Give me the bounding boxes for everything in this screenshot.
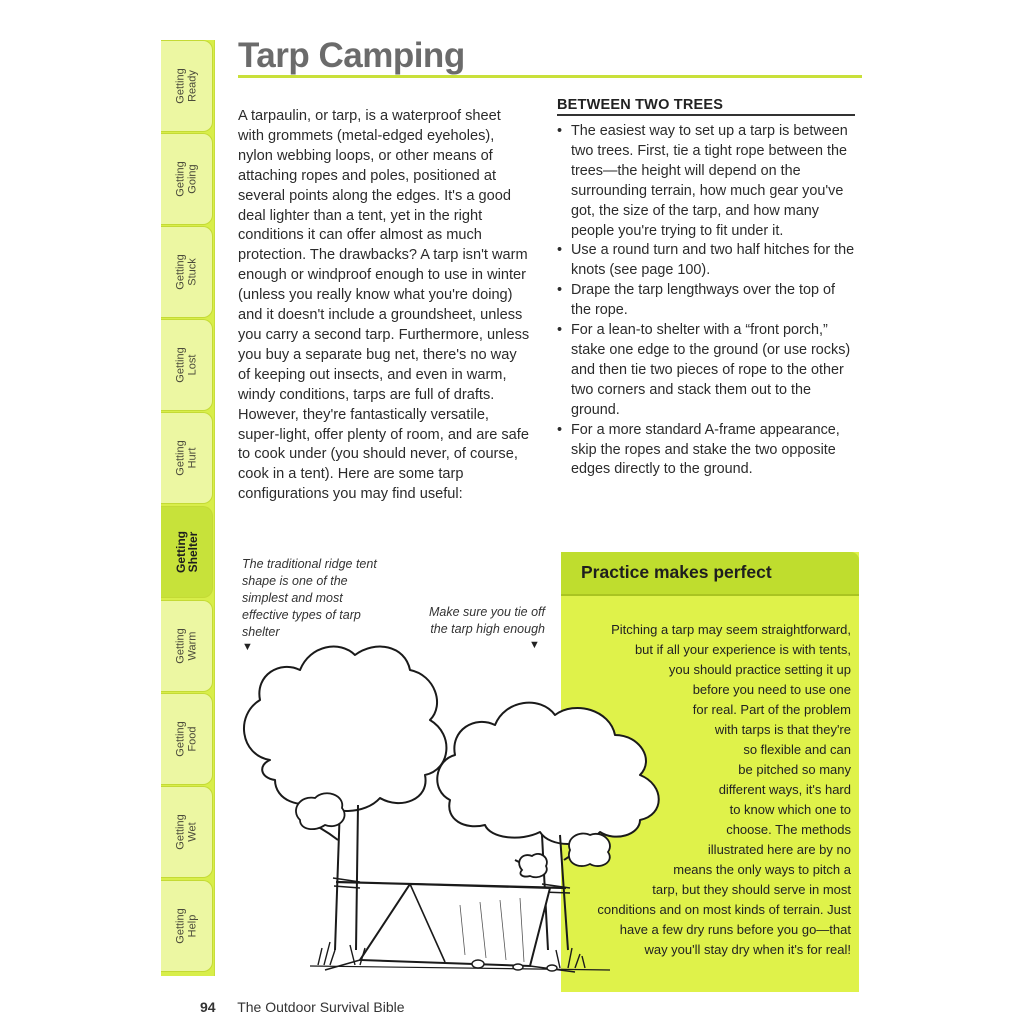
- tab-label-line1: Getting: [174, 908, 187, 944]
- tab-label-line1: Getting: [174, 440, 187, 476]
- tab-label-line1: Getting: [174, 814, 187, 850]
- tab-label-line2: Wet: [186, 822, 199, 842]
- rock: [513, 964, 523, 970]
- tip-line: choose. The methods: [726, 822, 851, 837]
- tip-line: means the only ways to pitch a: [673, 862, 851, 877]
- small-foliage-left: [296, 793, 345, 829]
- tab-label-line2: Food: [186, 726, 199, 752]
- tip-line: you should practice setting it up: [668, 662, 851, 677]
- tab-getting-hurt[interactable]: [161, 412, 213, 504]
- tip-line: have a few dry runs before you go—that: [619, 922, 851, 937]
- tip-line: tarp, but they should serve in most: [652, 882, 851, 897]
- tab-getting-shelter[interactable]: [161, 506, 213, 598]
- chapter-tabs: [161, 40, 215, 976]
- tab-getting-lost[interactable]: [161, 319, 213, 411]
- tip-line: for real. Part of the problem: [692, 702, 851, 717]
- grass-right: [556, 948, 585, 968]
- title-rule: [238, 75, 862, 78]
- tab-label-line1: Getting: [174, 347, 187, 383]
- bullet-item: • The easiest way to set up a tarp is between two trees. First, tie a tight rope between the trees—the height will depend on the surrounding terrain, how much gear you've got, the size of the tarp, and how many people you're trying to fit under it.: [557, 122, 857, 241]
- tab-label-line2: Going: [186, 164, 199, 194]
- caption-pointer-icon: ▼: [242, 641, 253, 653]
- tab-label-line2: Ready: [186, 70, 199, 102]
- caption-ridge-tent: The traditional ridge tent shape is one of the simplest and most effective types of tarp shelter: [242, 557, 377, 639]
- tab-label-line1: Getting: [174, 628, 187, 664]
- rock: [547, 965, 557, 971]
- tab-getting-help[interactable]: [161, 880, 213, 972]
- tip-line: before you need to use one: [692, 682, 851, 697]
- tip-line: illustrated here are by no: [707, 842, 851, 857]
- caption-tie-off: Make sure you tie off the tarp high enough: [428, 605, 545, 636]
- tip-line: conditions and on most kinds of terrain. Just: [597, 902, 851, 917]
- tip-line: way you'll stay dry when it's for real!: [644, 942, 851, 957]
- tip-line: with tarps is that they're: [714, 722, 851, 737]
- ground-line: [310, 966, 610, 970]
- tab-getting-wet[interactable]: [161, 786, 213, 878]
- tab-label-line2: Shelter: [185, 531, 200, 573]
- small-foliage-right: [569, 833, 610, 866]
- page-title: Tarp Camping: [238, 36, 465, 75]
- tab-label-line1: Getting: [174, 68, 187, 104]
- tab-getting-going[interactable]: [161, 133, 213, 225]
- tab-getting-stuck[interactable]: [161, 226, 213, 318]
- grass-left: [318, 942, 365, 965]
- bullet-item: • For a lean-to shelter with a “front porch,” stake one edge to the ground (or use rocks) and then tie two pieces of rope to the other two corners and stack them out to the ground.: [557, 321, 857, 421]
- bullet-item: • Use a round turn and two half hitches for the knots (see page 100).: [557, 241, 857, 281]
- book-title: The Outdoor Survival Bible: [237, 999, 405, 1015]
- tip-line: so flexible and can: [743, 742, 851, 757]
- tip-box-header: [561, 552, 859, 594]
- tip-box-rule: [561, 594, 859, 596]
- bullet-list: [557, 122, 857, 480]
- tab-label-line1: Getting: [174, 254, 187, 290]
- page-number: 94: [200, 999, 216, 1015]
- left-tree-trunk: [335, 805, 358, 950]
- tab-label-line2: Hurt: [186, 447, 199, 469]
- tab-label-line2: Stuck: [186, 258, 199, 286]
- page-footer: [200, 999, 405, 1015]
- left-tree-canopy: [244, 647, 446, 811]
- tip-line: Pitching a tarp may seem straightforward,: [611, 622, 851, 637]
- bullet-item: • For a more standard A-frame appearance, skip the ropes and stake the two opposite edges directly to the ground.: [557, 421, 857, 481]
- small-foliage-right-low: [519, 854, 547, 877]
- tip-line: to know which one to: [729, 802, 851, 817]
- tab-label-line1: Getting: [174, 161, 187, 197]
- section-heading: BETWEEN TWO TREES: [557, 97, 855, 116]
- caption-pointer-icon: ▼: [529, 639, 540, 651]
- tab-getting-warm[interactable]: [161, 600, 213, 692]
- tip-box-title: Practice makes perfect: [581, 562, 772, 582]
- tab-label-line2: Help: [186, 914, 199, 938]
- bullet-item: • Drape the tarp lengthways over the top of the rope.: [557, 281, 857, 321]
- tab-label-line1: Getting: [174, 721, 187, 757]
- tab-label-line2: Warm: [186, 631, 199, 661]
- intro-paragraph: A tarpaulin, or tarp, is a waterproof sheet with grommets (metal-edged eyeholes), nylon webbing loops, or other means of attaching ropes and poles, positioned at several points along the edges. It's a good deal lighter than a tent, yet in the right conditions it can offer almost as much protection. The drawbacks? A tarp isn't warm enough or windproof enough to use in winter (unless you really know what you're doing) and it doesn't include a groundsheet, unless you carry a second tarp. Furthermore, unless you buy a separate bug net, there's no way of keeping out insects, and even in warm, windy conditions, tarps are full of drafts. However, they're fantastically versatile, super-light, offer plenty of room, and are safe to cook under (you should never, of course, cook in a tent). Here are some tarp configurations you may find useful:: [238, 108, 530, 503]
- tab-getting-food[interactable]: [161, 693, 213, 785]
- tab-getting-ready[interactable]: [161, 40, 213, 132]
- tip-line: but if all your experience is with tents,: [634, 642, 851, 657]
- tarp-illustration: [230, 620, 680, 980]
- tip-line: be pitched so many: [738, 762, 851, 777]
- rock: [472, 960, 484, 968]
- tab-label-line1: Getting: [173, 531, 188, 573]
- tip-line: different ways, it's hard: [718, 782, 851, 797]
- tab-label-line2: Lost: [186, 354, 199, 376]
- right-tree-canopy: [437, 703, 658, 844]
